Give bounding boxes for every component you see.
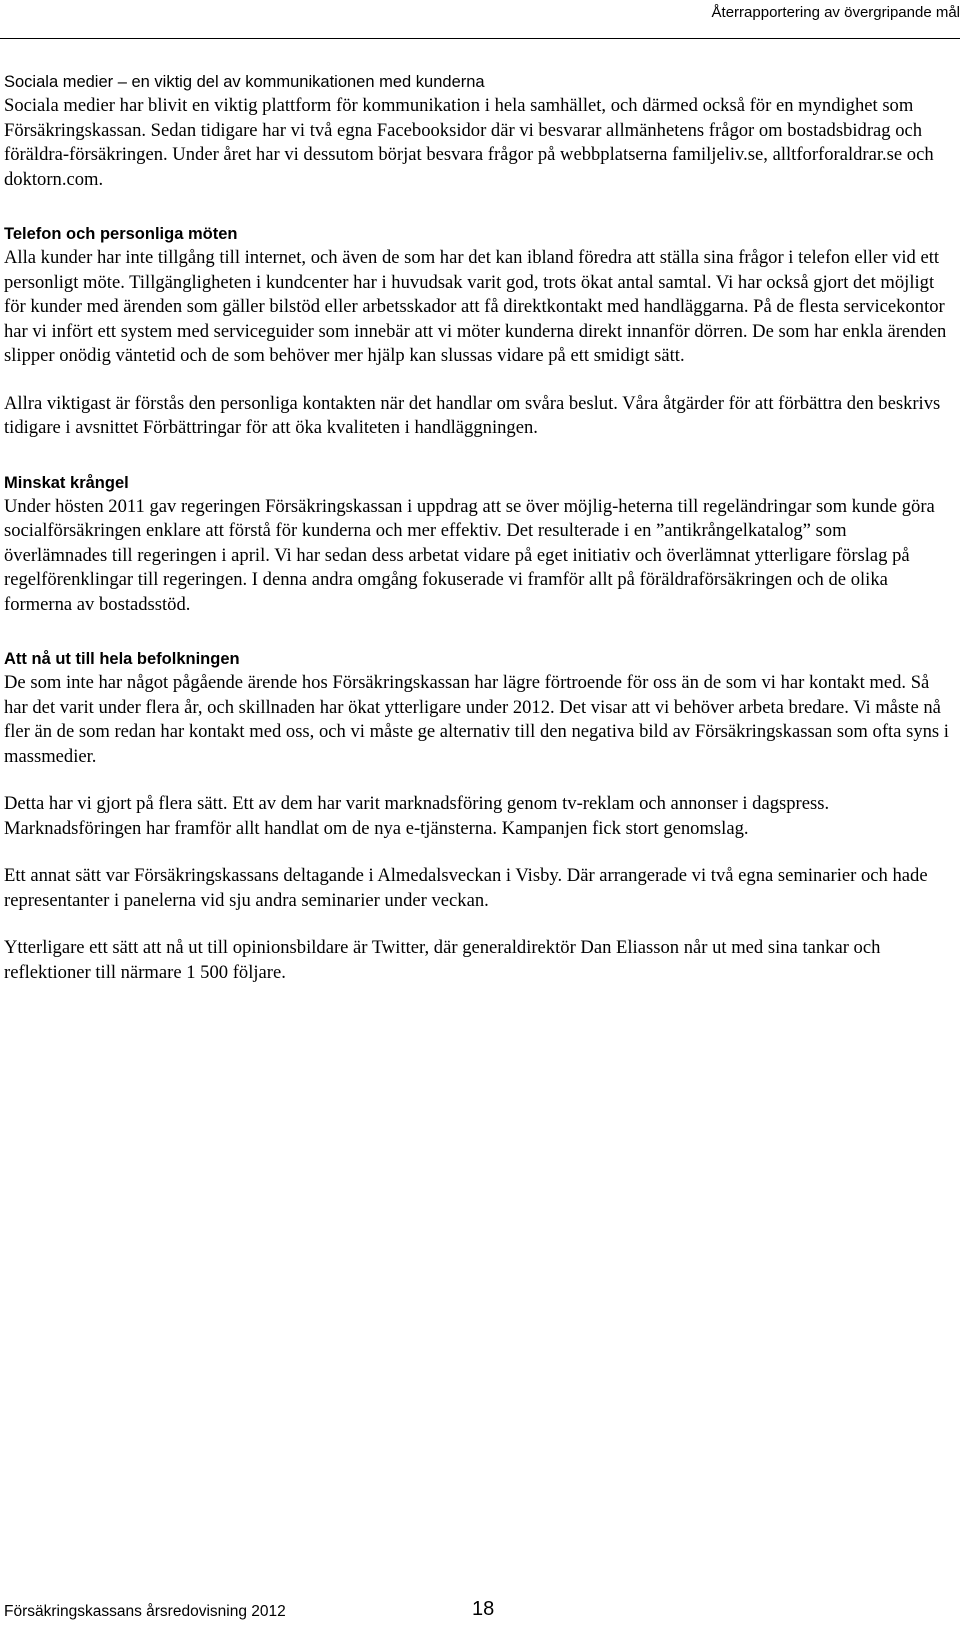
header-divider	[0, 38, 960, 39]
paragraph: Sociala medier har blivit en viktig plattform för kommunikation i hela samhället, och därmed också för en myndighet som Försäkringskassan. Sedan tidigare har vi två egna Facebooksidor där vi besvarar allmänhetens frågor om bostadsbidrag och föräldra-försäkringen. Under året har vi dessutom börjat besvara frågor på webbplatserna familjeliv.se, alltforforaldrar.se och doktorn.com.	[4, 95, 934, 190]
paragraph: Allra viktigast är förstås den personliga kontakten när det handlar om svåra beslut. Våra åtgärder för att förbättra den beskrivs tidigare i avsnittet Förbättringar för att öka kvaliteten i handläggningen.	[4, 392, 941, 438]
section-heading: Telefon och personliga möten	[4, 225, 238, 243]
paragraph: Ytterligare ett sätt att nå ut till opinionsbildare är Twitter, där generaldirektör Dan Eliasson når ut med sina tankar och reflektioner till närmare 1 500 följare.	[4, 937, 881, 983]
document-body	[4, 70, 954, 985]
section-heading: Sociala medier – en viktig del av kommunikationen med kunderna	[4, 73, 485, 91]
section-social-media	[4, 70, 954, 192]
section-gap	[4, 617, 954, 647]
paragraph: Under hösten 2011 gav regeringen Försäkringskassan i uppdrag att se över möjlig-heterna till regeländringar som kunde göra socialförsäkringen enklare att förstå för kunderna och mer effektiv. Det resulterade i en ”antikrångelkatalog” som överlämnades till regeringen i april. Vi har sedan dess arbetat vidare på eget initiativ och överlämnat ytterligare förslag på regelförenklingar till regeringen. I denna andra omgång fokuserade vi framför allt på föräldraförsäkringen och de olika formerna av bostadsstöd.	[4, 495, 935, 615]
running-header: Återrapportering av övergripande mål	[711, 4, 960, 21]
section-reach-population	[4, 647, 954, 985]
section-gap	[4, 441, 954, 471]
paragraph: Ett annat sätt var Försäkringskassans deltagande i Almedalsveckan i Visby. Där arrangerade vi två egna seminarier och hade representanter i panelerna vid sju andra seminarier under veckan.	[4, 865, 928, 911]
section-less-hassle	[4, 471, 954, 618]
section-gap	[4, 192, 954, 222]
page-number: 18	[472, 1598, 495, 1620]
footer-publication: Försäkringskassans årsredovisning 2012	[4, 1603, 286, 1620]
paragraph: Alla kunder har inte tillgång till internet, och även de som har det kan ibland föredra att ställa sina frågor i telefon eller vid ett personligt möte. Tillgängligheten i kundcenter har i huvudsak varit god, trots ökat antal samtal. Vi har också gjort det möjligt för kunder med ärenden som gäller bilstöd eller arbetsskador att få direktkontakt med handläggarna. På de flesta servicekontor har vi infört ett system med serviceguider som innebär att vi möter kunderna direkt innanför dörren. De som har enkla ärenden slipper onödig väntetid och de som behöver mer hjälp kan slussas vidare på ett smidigt sätt.	[4, 247, 947, 366]
section-heading: Minskat krångel	[4, 473, 129, 492]
section-phone-meetings	[4, 222, 954, 441]
section-heading: Att nå ut till hela befolkningen	[4, 650, 240, 668]
paragraph: Detta har vi gjort på flera sätt. Ett av dem har varit marknadsföring genom tv-reklam och annonser i dagspress. Marknadsföringen har framför allt handlat om de nya e-tjänsterna. Kampanjen fick stort genomslag.	[4, 793, 830, 839]
paragraph: De som inte har något pågående ärende hos Försäkringskassan har lägre förtroende för oss än de som vi har kontakt med. Så har det varit under flera år, och skillnaden har ökat ytterligare under 2012. Det visar att vi behöver arbeta bredare. Vi måste nå fler än de som redan har kontakt med oss, och vi måste ge alternativ till den negativa bild av Försäkringskassan som ofta syns i massmedier.	[4, 672, 949, 767]
